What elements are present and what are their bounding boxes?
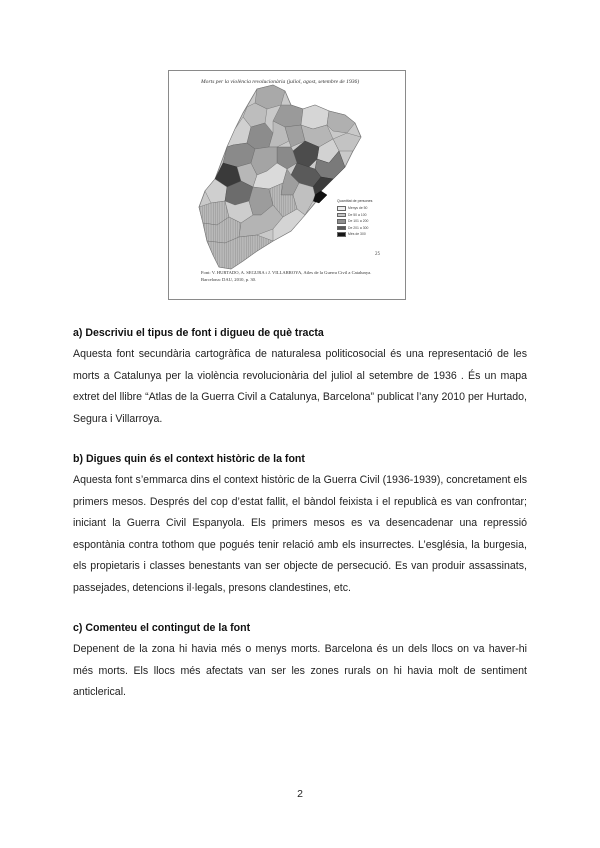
section-paragraph: Aquesta font s’emmarca dins el context històric de la Guerra Civil (1936-1939), concretament els primers mesos. Després del cop d’estat fallit, el bàndol feixista i el republicà es van confrontar; iniciant la Guerra Civil Espanyola. Els primers mesos es va desencadenar una repressió espontània contra tothom que pogués tenir relació amb els insurrectes. L’església, la burgesia, els propietaris i classes benestants van ser objecte de persecució. Es van produir assassinats, passejades, detencions il·legals, presons clandestines, etc. xyxy=(73,474,527,594)
legend-swatch xyxy=(337,213,346,218)
legend-label: Més de 300 xyxy=(348,232,366,237)
legend-item xyxy=(337,231,379,238)
legend-swatch xyxy=(337,219,346,224)
legend-label: De 101 a 200 xyxy=(348,219,369,224)
legend-label: De 50 a 100 xyxy=(348,212,367,217)
section-c xyxy=(73,617,527,704)
section-heading: b) Digues quin és el context històric de la font xyxy=(73,453,305,465)
page-number: 2 xyxy=(297,788,303,800)
legend-label: Menys de 50 xyxy=(348,206,368,211)
scale-mark: 25 xyxy=(375,251,381,256)
section-a xyxy=(73,322,527,430)
map-figure xyxy=(168,70,406,300)
section-paragraph: Depenent de la zona hi havia més o menys morts. Barcelona és un dels llocs on va haver-hi més morts. Els llocs més afectats van ser les zones rurals on hi havia molt de sentiment anticlerical. xyxy=(73,643,527,698)
map-legend xyxy=(337,199,379,238)
map-region xyxy=(301,105,329,129)
section-heading: a) Descriviu el tipus de font i digueu de què tracta xyxy=(73,327,324,339)
map-title: Morts per la violència revolucionària (juliol, agost, setembre de 1936) xyxy=(201,79,360,85)
legend-swatch xyxy=(337,226,346,231)
map-caption: Font: V. HURTADO, A. SEGURA i J. VILLARROYA, Atles de la Guerra Civil a Catalunya. Barcelona: DAU, 2010, p. 30. xyxy=(201,270,372,283)
legend-title: Quantitat de persones xyxy=(337,199,373,203)
legend-label: De 201 a 300 xyxy=(348,225,369,230)
document-body xyxy=(73,322,527,722)
section-b xyxy=(73,448,527,599)
section-heading: c) Comenteu el contingut de la font xyxy=(73,622,251,634)
legend-swatch xyxy=(337,232,346,237)
catalonia-map xyxy=(169,71,405,299)
section-paragraph: Aquesta font secundària cartogràfica de naturalesa politicosocial és una representació de les morts a Catalunya per la violència revolucionària del juliol al setembre de 1936 . És un mapa extret del llibre “Atlas de la Guerra Civil a Catalunya, Barcelona” publicat l’any 2010 per Hurtado, Segura i Villarroya. xyxy=(73,348,527,425)
legend-swatch xyxy=(337,206,346,211)
